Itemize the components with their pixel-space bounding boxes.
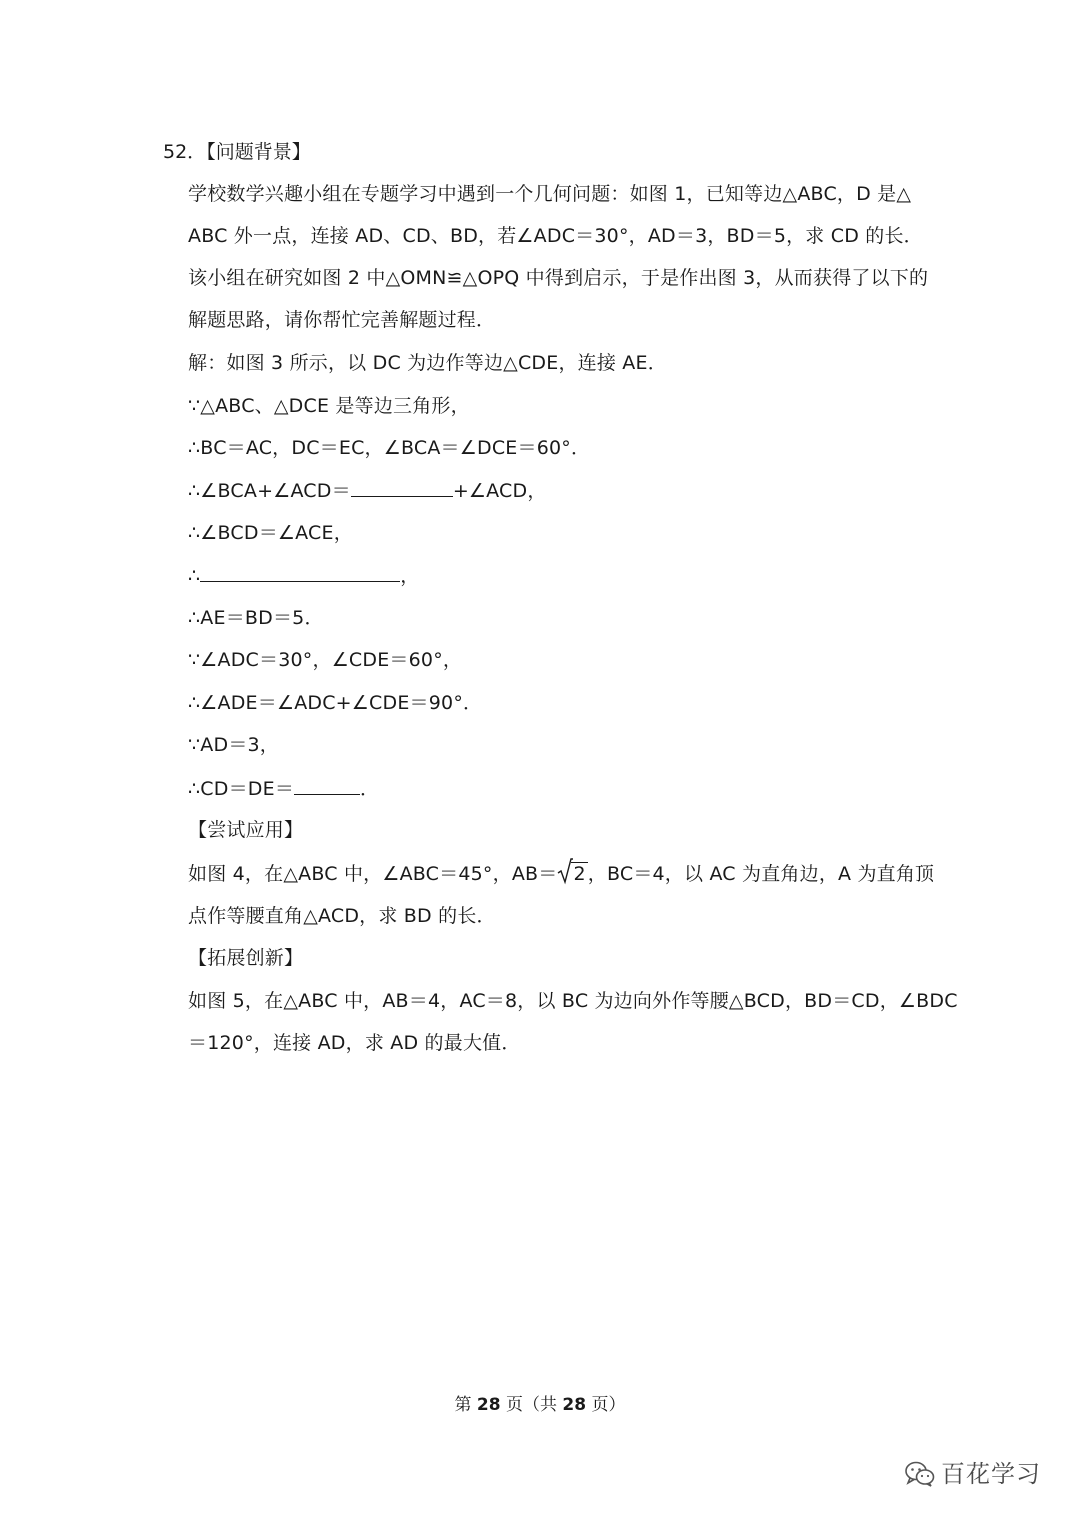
solution-line-intro: 解：如图 3 所示，以 DC 为边作等边△CDE，连接 AE． — [188, 352, 667, 374]
footer-middle: 页（共 — [500, 1395, 563, 1415]
solution-step-2: ∴BC＝AC，DC＝EC，∠BCA＝∠DCE＝60°． — [188, 437, 591, 459]
question-title — [163, 138, 311, 166]
problem-line-3: 该小组在研究如图 2 中△OMN≌△OPQ 中得到启示，于是作出图 3，从而获得了以下的 — [188, 267, 929, 289]
sqrt-expression — [557, 860, 587, 888]
solution-step-8: ∴∠ADE＝∠ADC+∠CDE＝90°． — [188, 692, 483, 714]
solution-step-9: ∵AD＝3， — [188, 734, 280, 756]
trial-line-1-a: 如图 4，在△ABC 中，∠ABC＝45°，AB＝ — [188, 863, 558, 885]
current-page-number: 28 — [476, 1395, 501, 1415]
sqrt-radicand: 2 — [573, 863, 586, 885]
answer-blank-2[interactable] — [200, 561, 400, 582]
step-10-left: ∴CD＝DE＝ — [188, 778, 295, 800]
watermark — [905, 1458, 1041, 1490]
sqrt-radical-icon — [557, 857, 573, 885]
extension-line-1: 如图 5，在△ABC 中，AB＝4，AC＝8，以 BC 为边向外作等腰△BCD，BD＝CD，∠BDC — [188, 990, 958, 1012]
trial-line-1 — [188, 860, 934, 888]
solution-step-5 — [188, 561, 420, 590]
step-5-left: ∴ — [188, 565, 201, 587]
step-3-right: +∠ACD， — [452, 480, 547, 502]
section-heading-background: 【问题背景】 — [206, 141, 311, 163]
extension-line-2: ＝120°，连接 AD，求 AD 的最大值． — [188, 1032, 521, 1054]
question-number: 52． — [163, 141, 207, 163]
problem-line-1: 学校数学兴趣小组在专题学习中遇到一个几何问题：如图 1，已知等边△ABC，D 是△ — [188, 183, 912, 205]
solution-step-3 — [188, 476, 547, 505]
solution-step-7: ∵∠ADC＝30°，∠CDE＝60°， — [188, 649, 463, 671]
solution-step-10 — [188, 774, 379, 803]
step-10-right: ． — [360, 778, 380, 800]
answer-blank-3[interactable] — [294, 774, 360, 795]
total-page-number: 28 — [562, 1395, 587, 1415]
problem-line-2: ABC 外一点，连接 AD、CD、BD，若∠ADC＝30°，AD＝3，BD＝5，求 CD 的长． — [188, 225, 923, 247]
step-5-right: ， — [400, 565, 420, 587]
trial-line-1-b: ，BC＝4，以 AC 为直角边，A 为直角顶 — [587, 863, 935, 885]
watermark-text: 百花学习 — [941, 1460, 1041, 1488]
step-3-left: ∴∠BCA+∠ACD＝ — [188, 480, 351, 502]
problem-line-4: 解题思路，请你帮忙完善解题过程． — [188, 309, 496, 331]
answer-blank-1[interactable] — [351, 476, 453, 497]
trial-line-2: 点作等腰直角△ACD，求 BD 的长． — [188, 905, 496, 927]
section-heading-trial: 【尝试应用】 — [188, 819, 304, 841]
solution-step-4: ∴∠BCD＝∠ACE， — [188, 522, 353, 544]
footer-suffix: 页） — [586, 1395, 626, 1415]
solution-step-1: ∵△ABC、△DCE 是等边三角形， — [188, 395, 470, 417]
wechat-icon — [905, 1461, 935, 1487]
solution-step-6: ∴AE＝BD＝5． — [188, 607, 324, 629]
section-heading-extension: 【拓展创新】 — [188, 947, 304, 969]
page-footer — [0, 1392, 1080, 1418]
footer-prefix: 第 — [454, 1395, 477, 1415]
